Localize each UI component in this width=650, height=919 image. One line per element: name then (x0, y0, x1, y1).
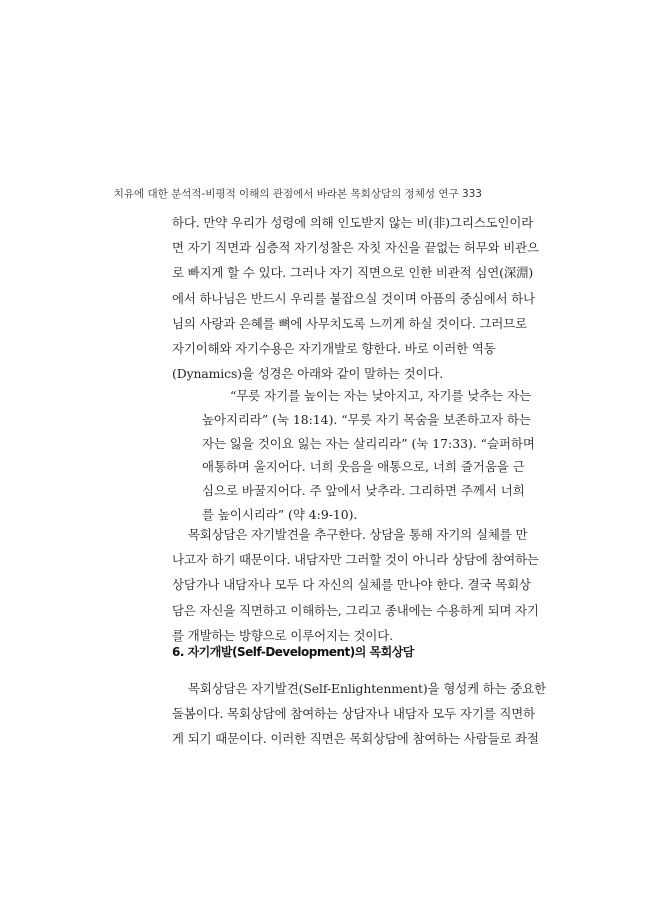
text-line: 게 되기 때문이다. 이러한 직면은 목회상담에 참여하는 사람들로 좌절 (172, 731, 539, 747)
text-line: 로 빠지게 할 수 있다. 그러나 자기 직면으로 인한 비관적 심연(深淵) (172, 265, 534, 281)
text-line: 님의 사랑과 은혜를 뼈에 사무치도록 느끼게 하실 것이다. 그러므로 (172, 315, 528, 331)
body-paragraph-1 (172, 210, 539, 386)
quote-line: 를 높이시리라” (약 4:9-10). (202, 506, 358, 522)
quote-line: 자는 잃을 것이요 잃는 자는 살리리라” (눅 17:33). “슬퍼하며 (202, 435, 535, 451)
text-line: 자기이해와 자기수용은 자기개발로 향한다. 바로 이러한 역동 (172, 341, 496, 357)
text-line: 를 개발하는 방향으로 이루어지는 것이다. (172, 627, 393, 643)
scripture-quote-block (202, 384, 535, 527)
text-line: 나고자 하기 때문이다. 내담자만 그러할 것이 아니라 상담에 참여하는 (172, 552, 539, 568)
quote-line: “무릇 자기를 높이는 자는 낮아지고, 자기를 낮추는 자는 (230, 388, 532, 403)
quote-line: 높아지리라” (눅 18:14). “무릇 자기 목숨을 보존하고자 하는 (202, 411, 531, 427)
text-line: 면 자기 직면과 심층적 자기성찰은 자칫 자신을 끝없는 허무와 비관으 (172, 240, 539, 256)
text-line: 목회상담은 자기발견을 추구한다. 상담을 통해 자기의 실체를 만 (188, 527, 528, 542)
text-line: 상담가나 내담자나 모두 다 자신의 실체를 만나야 한다. 결국 목회상 (172, 577, 531, 593)
text-line: 하다. 만약 우리가 성령에 의해 인도받지 않는 비(非)그리스도인이라 (172, 215, 534, 230)
running-header: 치유에 대한 분석적-비평적 이해의 관점에서 바라본 목회상담의 정체성 연구 333 (113, 188, 482, 200)
body-paragraph-3 (172, 676, 546, 752)
section-heading: 6. 자기개발(Self-Development)의 목회상담 (172, 645, 414, 659)
text-line: 목회상담은 자기발견(Self-Enlightenment)을 형성케 하는 중요한 (188, 681, 546, 696)
quote-line: 심으로 바꿀지어다. 주 앞에서 낮추라. 그리하면 주께서 너희 (202, 483, 525, 499)
quote-line: 애통하며 울지어다. 너희 웃음을 애통으로, 너희 즐거움을 근 (202, 459, 525, 475)
text-line: 담은 자신을 직면하고 이해하는, 그리고 종내에는 수용하게 되며 자기 (172, 602, 539, 618)
body-paragraph-2 (172, 522, 539, 648)
text-line: 돌봄이다. 목회상담에 참여하는 상담자나 내담자 모두 자기를 직면하 (172, 706, 536, 722)
text-line: (Dynamics)을 성경은 아래와 같이 말하는 것이다. (172, 366, 444, 382)
text-line: 에서 하나님은 반드시 우리를 붙잡으실 것이며 아픔의 중심에서 하나 (172, 290, 536, 306)
